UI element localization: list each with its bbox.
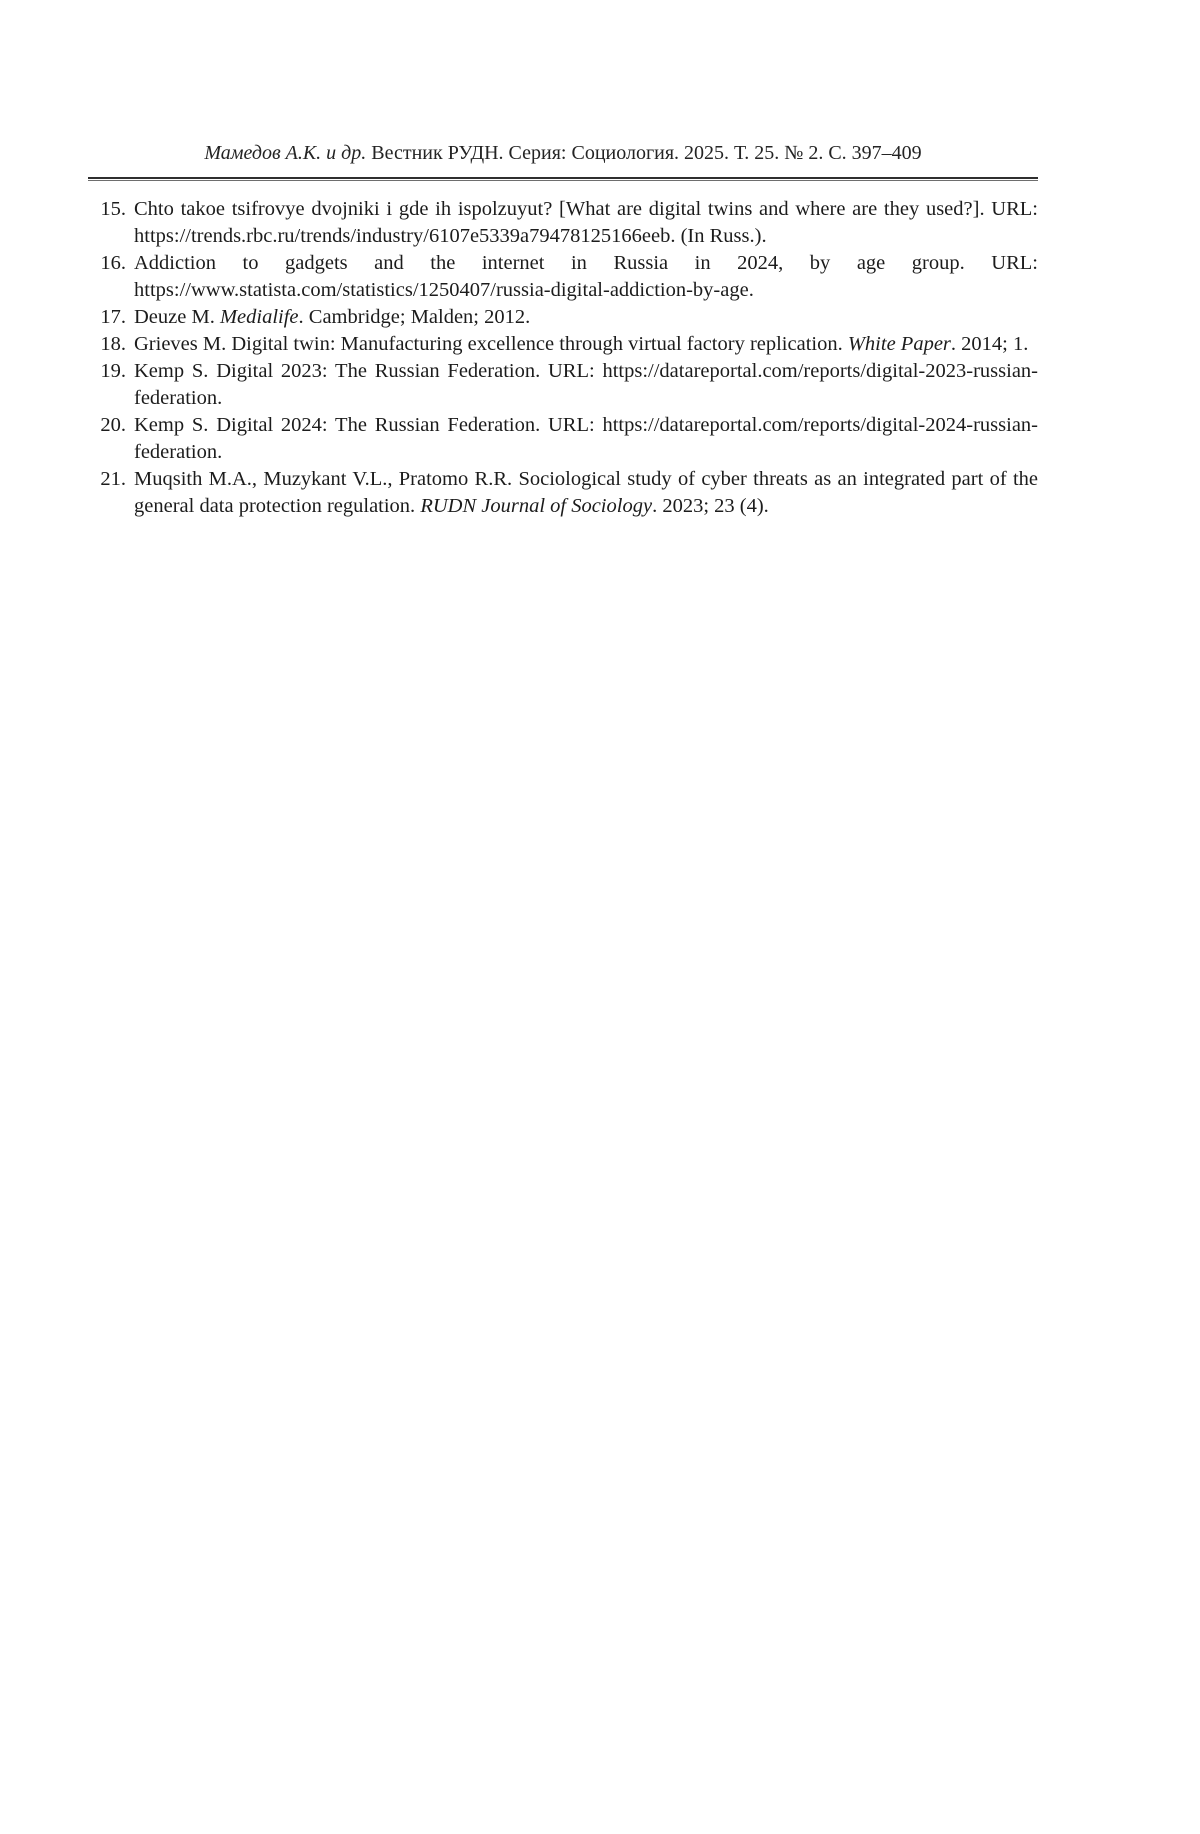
reference-number: 20. [100,414,126,436]
reference-text: Muqsith M.A., Muzykant V.L., Pratomo R.R. Sociological study of cyber threats as an integrated part of the general data protection regulation. RUDN Journal of Sociology. 2023; 23 (4). [134,468,1038,517]
reference-item-18 [88,331,1038,358]
reference-item-16 [88,250,1038,304]
reference-text: Deuze M. Medialife. Cambridge; Malden; 2012. [134,306,531,328]
reference-text: Addiction to gadgets and the internet in Russia in 2024, by age group. URL: https://www.statista.com/statistics/1250407/russia-digital-addiction-by-age. [134,252,1038,301]
reference-number: 18. [100,333,126,355]
reference-number: 17. [100,306,126,328]
reference-number: 16. [100,252,126,274]
reference-number: 19. [100,360,126,382]
reference-item-17 [88,304,1038,331]
reference-number: 21. [100,468,126,490]
reference-item-15 [88,196,1038,250]
reference-item-20 [88,412,1038,466]
reference-text: Chto takoe tsifrovye dvojniki i gde ih ispolzuyut? [What are digital twins and where are they used?]. URL: https://trends.rbc.ru/trends/industry/6107e5339a79478125166eeb. (In Russ.). [134,198,1038,247]
reference-text: Grieves M. Digital twin: Manufacturing excellence through virtual factory replication. White Paper. 2014; 1. [134,333,1029,355]
reference-text: Kemp S. Digital 2023: The Russian Federation. URL: https://datareportal.com/reports/digital-2023-russian-federation. [134,360,1038,409]
reference-item-21 [88,466,1038,520]
reference-number: 15. [100,198,126,220]
header-divider [88,177,1038,181]
reference-list [88,196,1038,520]
running-head: Мамедов А.К. и др. Вестник РУДН. Серия: Социология. 2025. Т. 25. № 2. С. 397–409 [204,142,922,164]
reference-text: Kemp S. Digital 2024: The Russian Federation. URL: https://datareportal.com/reports/digital-2024-russian-federation. [134,414,1038,463]
reference-item-19 [88,358,1038,412]
